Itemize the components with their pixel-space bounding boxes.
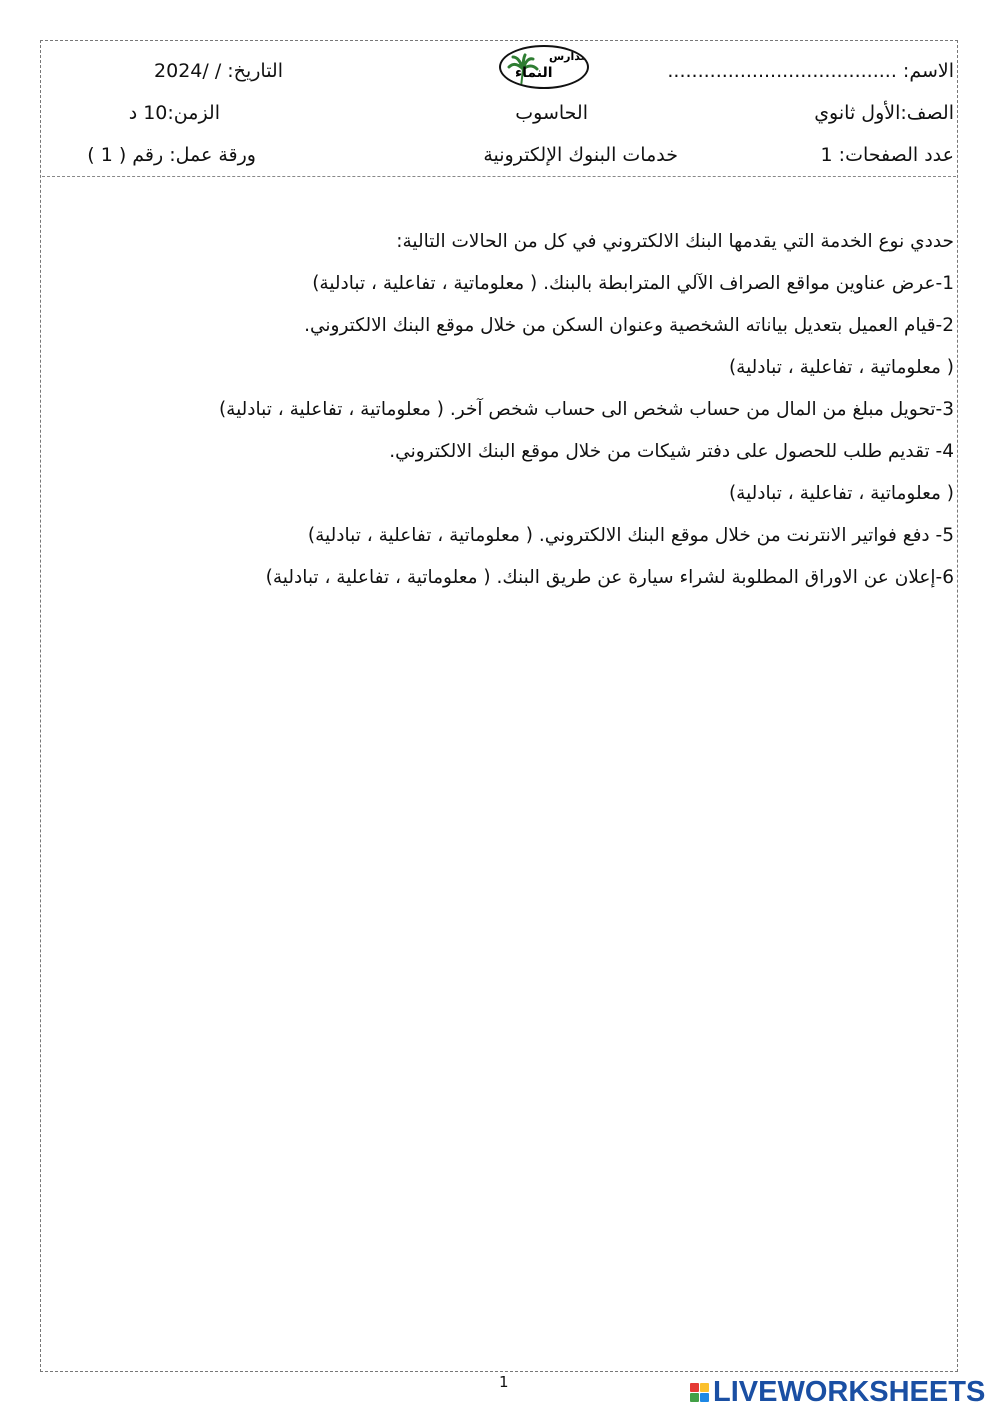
question-line[interactable]: 5- دفع فواتير الانترنت من خلال موقع البنك الالكتروني. ( معلوماتية ، تفاعلية ، تبادلية): [307, 525, 954, 546]
answer-options[interactable]: ( معلوماتية ، تفاعلية ، تبادلية): [728, 483, 954, 504]
page-number: 1: [499, 1373, 509, 1391]
question-line: 4- تقديم طلب للحصول على دفتر شيكات من خلال موقع البنك الالكتروني.: [389, 441, 954, 462]
date-label: التاريخ: / /2024: [154, 60, 283, 82]
subject-label: الحاسوب: [515, 102, 588, 124]
header-divider: [42, 176, 956, 177]
logo-text-top: مدارس: [549, 50, 588, 63]
school-logo: [499, 45, 589, 89]
name-field-label: الاسم: ......................................: [667, 60, 954, 82]
worksheet-number-label: ورقة عمل: رقم ( 1 ): [87, 144, 256, 166]
liveworksheets-logo: [690, 1377, 985, 1407]
question-line[interactable]: 6-إعلان عن الاوراق المطلوبة لشراء سيارة عن طريق البنك. ( معلوماتية ، تفاعلية ، تبادلية): [265, 567, 954, 588]
worksheet-body: [134, 226, 954, 604]
question-line: 2-قيام العميل بتعديل بياناته الشخصية وعنوان السكن من خلال موقع البنك الالكتروني.: [304, 315, 954, 336]
brand-text: LIVEWORKSHEETS: [713, 1376, 986, 1408]
logo-text-bottom: النماء: [515, 65, 553, 81]
brand-tiles-icon: [690, 1383, 709, 1402]
time-label: الزمن:10 د: [128, 102, 220, 124]
pages-count-label: عدد الصفحات: 1: [820, 144, 954, 166]
instruction-text: حددي نوع الخدمة التي يقدمها البنك الالكتروني في كل من الحالات التالية:: [396, 231, 954, 252]
question-line[interactable]: 1-عرض عناوين مواقع الصراف الآلي المترابطة بالبنك. ( معلوماتية ، تفاعلية ، تبادلية): [312, 273, 954, 294]
answer-options[interactable]: ( معلوماتية ، تفاعلية ، تبادلية): [728, 357, 954, 378]
question-line[interactable]: 3-تحويل مبلغ من المال من حساب شخص الى حساب شخص آخر. ( معلوماتية ، تفاعلية ، تبادلية): [218, 399, 954, 420]
lesson-title: خدمات البنوك الإلكترونية: [483, 144, 678, 166]
grade-label: الصف:الأول ثانوي: [814, 102, 954, 124]
